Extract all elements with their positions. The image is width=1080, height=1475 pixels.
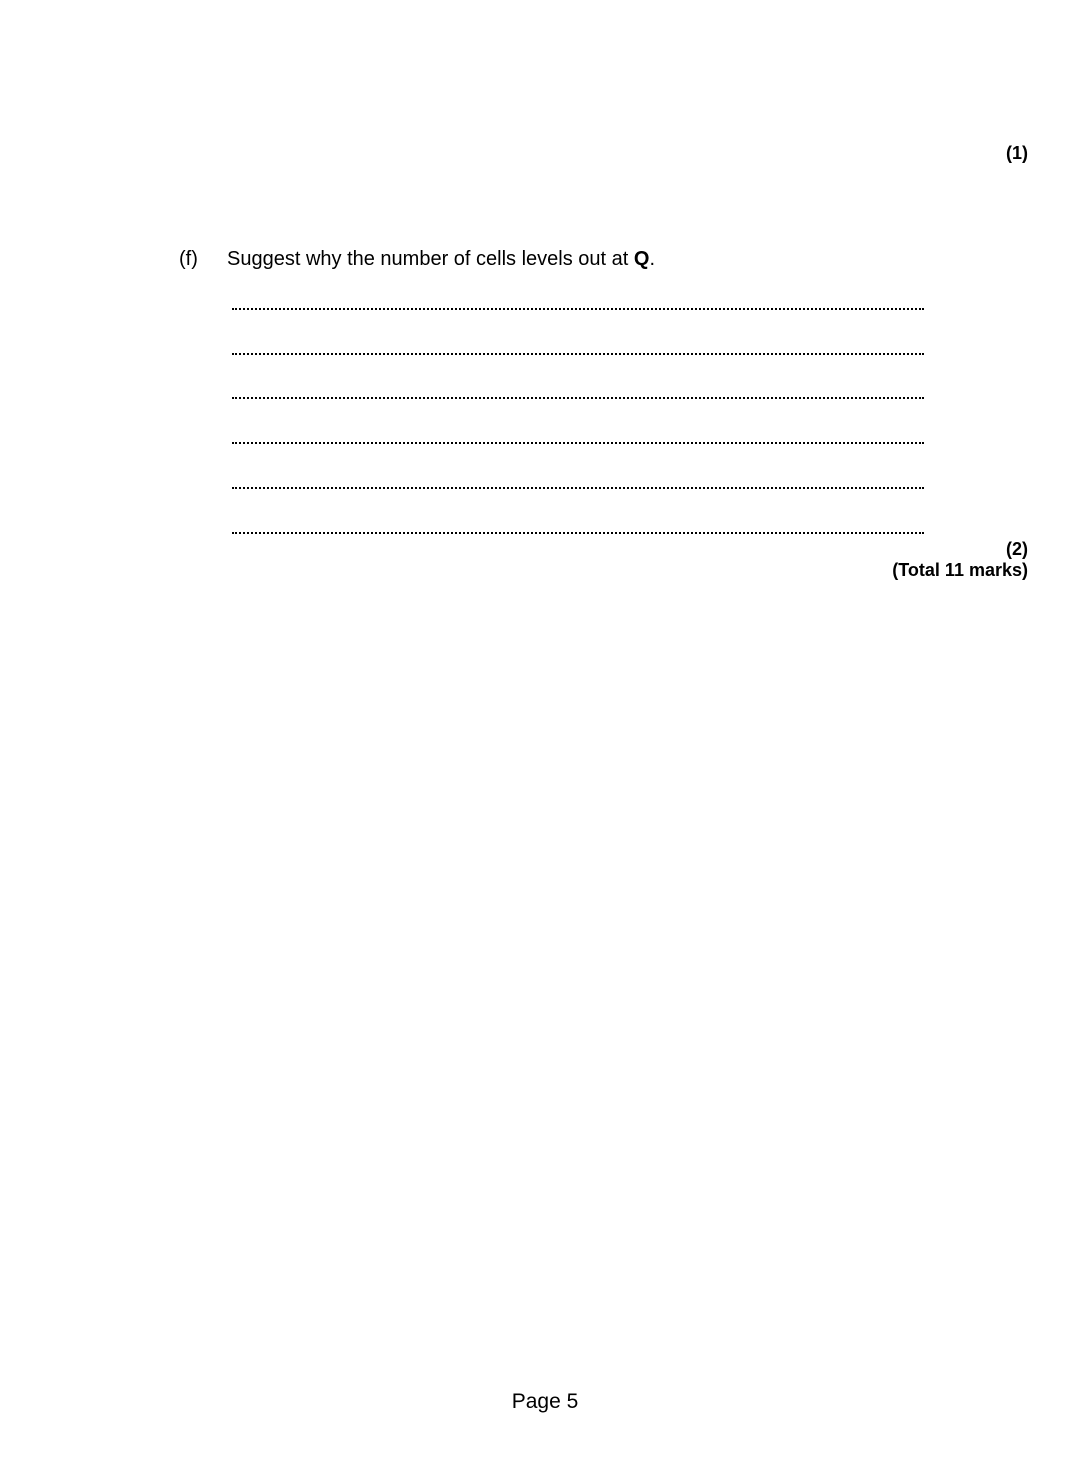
answer-line[interactable]: [232, 353, 924, 355]
answer-line[interactable]: [232, 308, 924, 310]
answer-line[interactable]: [232, 487, 924, 489]
question-text-start: Suggest why the number of cells levels out at: [227, 248, 634, 270]
question-part-label: (f): [179, 248, 198, 270]
previous-question-mark: (1): [1006, 143, 1028, 163]
question-text-end: .: [649, 248, 656, 270]
question-mark: (2): [1006, 539, 1028, 559]
page-number: Page 5: [511, 1390, 579, 1413]
answer-line[interactable]: [232, 532, 924, 534]
answer-line[interactable]: [232, 442, 924, 444]
question-text: [227, 247, 655, 271]
answer-line[interactable]: [232, 397, 924, 399]
total-marks: (Total 11 marks): [892, 560, 1028, 580]
question-bold-letter: Q: [633, 248, 650, 270]
